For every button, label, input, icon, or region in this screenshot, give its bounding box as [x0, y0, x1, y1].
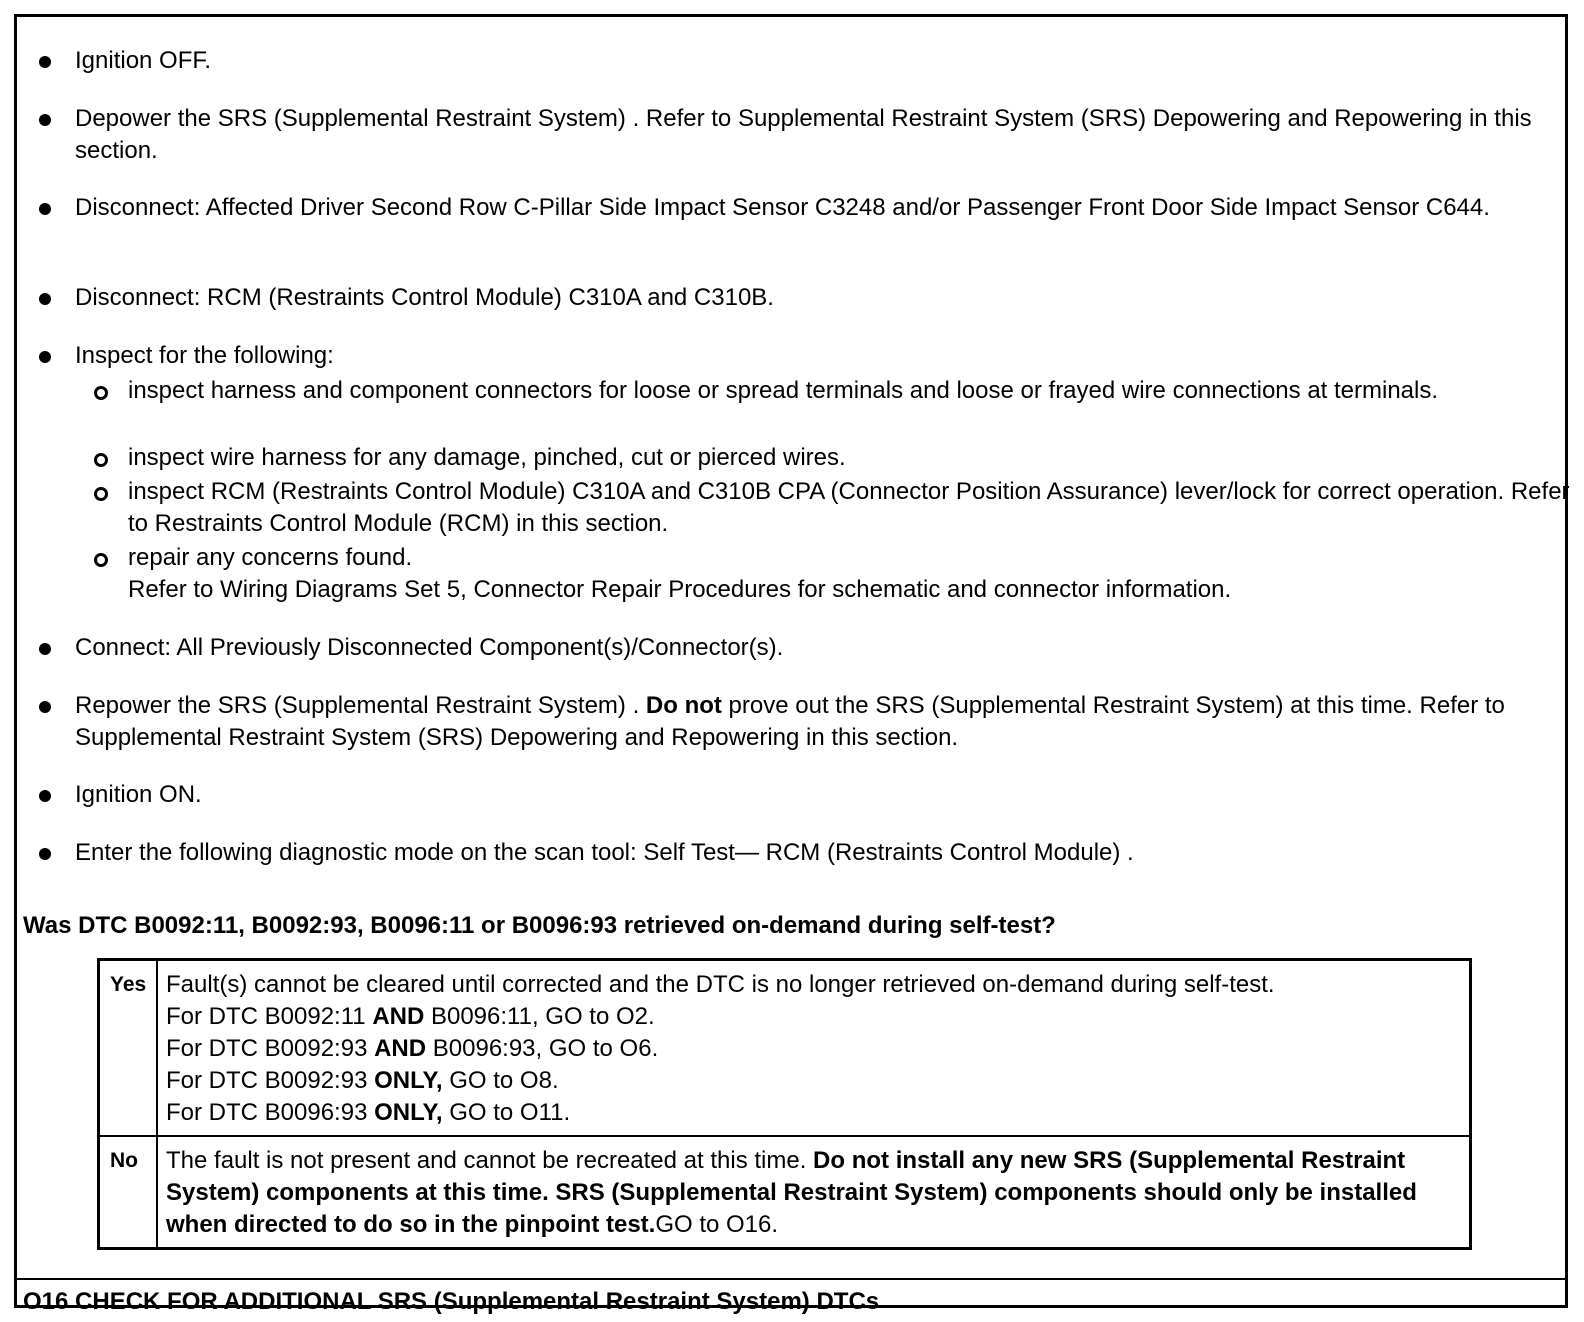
- bullet-icon: [39, 56, 51, 68]
- procedure-frame: [14, 14, 1570, 1315]
- step-text: Inspect for the following:: [75, 342, 334, 369]
- section-divider: [17, 1278, 1565, 1280]
- answer-table: [97, 958, 1472, 1250]
- inspect-item: [128, 375, 1573, 407]
- step-item: [75, 192, 1535, 224]
- answer-content: [157, 960, 1471, 1137]
- inspect-text: repair any concerns found.: [128, 544, 413, 571]
- next-step-heading[interactable]: O16 CHECK FOR ADDITIONAL SRS (Supplemental Restraint System) DTCs: [23, 1288, 880, 1315]
- step-item: [75, 690, 1535, 754]
- bullet-icon: [39, 351, 51, 363]
- answer-text: The fault is not present and cannot be recreated at this time.: [166, 1147, 814, 1174]
- bullet-icon: [39, 114, 51, 126]
- hollow-bullet-icon: [94, 487, 108, 501]
- goto-link[interactable]: GO to O16.: [655, 1211, 779, 1238]
- answer-text: Fault(s) cannot be cleared until corrected and the DTC is no longer retrieved on-demand during self-test.: [166, 971, 1275, 998]
- step-text: Disconnect: RCM (Restraints Control Module) C310A and C310B.: [75, 284, 774, 311]
- emphasis-text: ONLY,: [374, 1099, 443, 1126]
- step-text: Repower the SRS (Supplemental Restraint System) .: [75, 692, 646, 719]
- goto-link[interactable]: GO to O8.: [442, 1067, 559, 1094]
- answer-text: For DTC B0092:93: [166, 1067, 375, 1094]
- step-body: [17, 17, 1570, 1278]
- goto-link[interactable]: GO to O11.: [442, 1099, 571, 1126]
- bullet-icon: [39, 701, 51, 713]
- step-item: [75, 837, 1535, 869]
- hollow-bullet-icon: [94, 386, 108, 400]
- emphasis-text: ONLY,: [374, 1067, 443, 1094]
- step-item: [75, 45, 1535, 77]
- step-text: Ignition OFF.: [75, 47, 212, 74]
- inspect-text: inspect harness and component connectors for loose or spread terminals and loose or frayed wire connections at terminals.: [128, 377, 1439, 404]
- bullet-icon: [39, 203, 51, 215]
- answer-text: For DTC B0092:93: [166, 1035, 375, 1062]
- emphasis-text: AND: [372, 1003, 425, 1030]
- emphasis-text: Do not: [645, 692, 722, 719]
- step-text: Enter the following diagnostic mode on the scan tool: Self Test— RCM (Restraints Control Module) .: [75, 839, 1134, 866]
- step-item: [75, 632, 1535, 664]
- step-text: prove out the SRS (Supplemental Restraint System) at this time. Refer to Supplemental Restraint System (SRS) Depowering and Repowering in this section.: [75, 692, 1505, 751]
- answer-row-no: [99, 1136, 1471, 1249]
- decision-question: Was DTC B0092:11, B0092:93, B0096:11 or B0096:93 retrieved on-demand during self-test?: [23, 912, 1056, 939]
- answer-row-yes: [99, 960, 1471, 1137]
- emphasis-text: AND: [374, 1035, 427, 1062]
- inspect-item: [128, 442, 1573, 474]
- inspect-text: inspect wire harness for any damage, pinched, cut or pierced wires.: [128, 444, 846, 471]
- bullet-icon: [39, 293, 51, 305]
- step-text: Disconnect: Affected Driver Second Row C-Pillar Side Impact Sensor C3248 and/or Passenger Front Door Side Impact Sensor C644.: [75, 194, 1490, 221]
- answer-label: No: [99, 1136, 158, 1249]
- hollow-bullet-icon: [94, 553, 108, 567]
- inspect-item: [128, 542, 1573, 606]
- emphasis-text: Do not install any new SRS (Supplemental Restraint System) components at this time. SRS (Supplemental Restraint System) components should only be installed when directed to do so in the pinpoint test.: [166, 1147, 1417, 1238]
- bullet-icon: [39, 643, 51, 655]
- step-item: [75, 282, 1535, 314]
- answer-text: For DTC B0096:93: [166, 1099, 375, 1126]
- bullet-icon: [39, 790, 51, 802]
- goto-link[interactable]: B0096:11, GO to O2.: [424, 1003, 655, 1030]
- hollow-bullet-icon: [94, 453, 108, 467]
- step-text: Connect: All Previously Disconnected Component(s)/Connector(s).: [75, 634, 784, 661]
- inspect-text: inspect RCM (Restraints Control Module) C310A and C310B CPA (Connector Position Assurance) lever/lock for correct operation. Refer to Restraints Control Module (RCM) in this section.: [128, 478, 1570, 537]
- step-text: Depower the SRS (Supplemental Restraint System) . Refer to Supplemental Restraint System (SRS) Depowering and Repowering in this section.: [75, 105, 1532, 164]
- goto-link[interactable]: B0096:93, GO to O6.: [426, 1035, 659, 1062]
- answer-text: For DTC B0092:11: [166, 1003, 373, 1030]
- inspect-item: [128, 476, 1573, 540]
- inspect-note: Refer to Wiring Diagrams Set 5, Connector Repair Procedures for schematic and connector information.: [128, 576, 1232, 603]
- step-item: [75, 103, 1535, 167]
- bullet-icon: [39, 848, 51, 860]
- answer-content: [157, 1136, 1471, 1249]
- step-item: [75, 779, 1535, 811]
- answer-label: Yes: [99, 960, 158, 1137]
- step-text: Ignition ON.: [75, 781, 202, 808]
- step-item: [75, 340, 1535, 372]
